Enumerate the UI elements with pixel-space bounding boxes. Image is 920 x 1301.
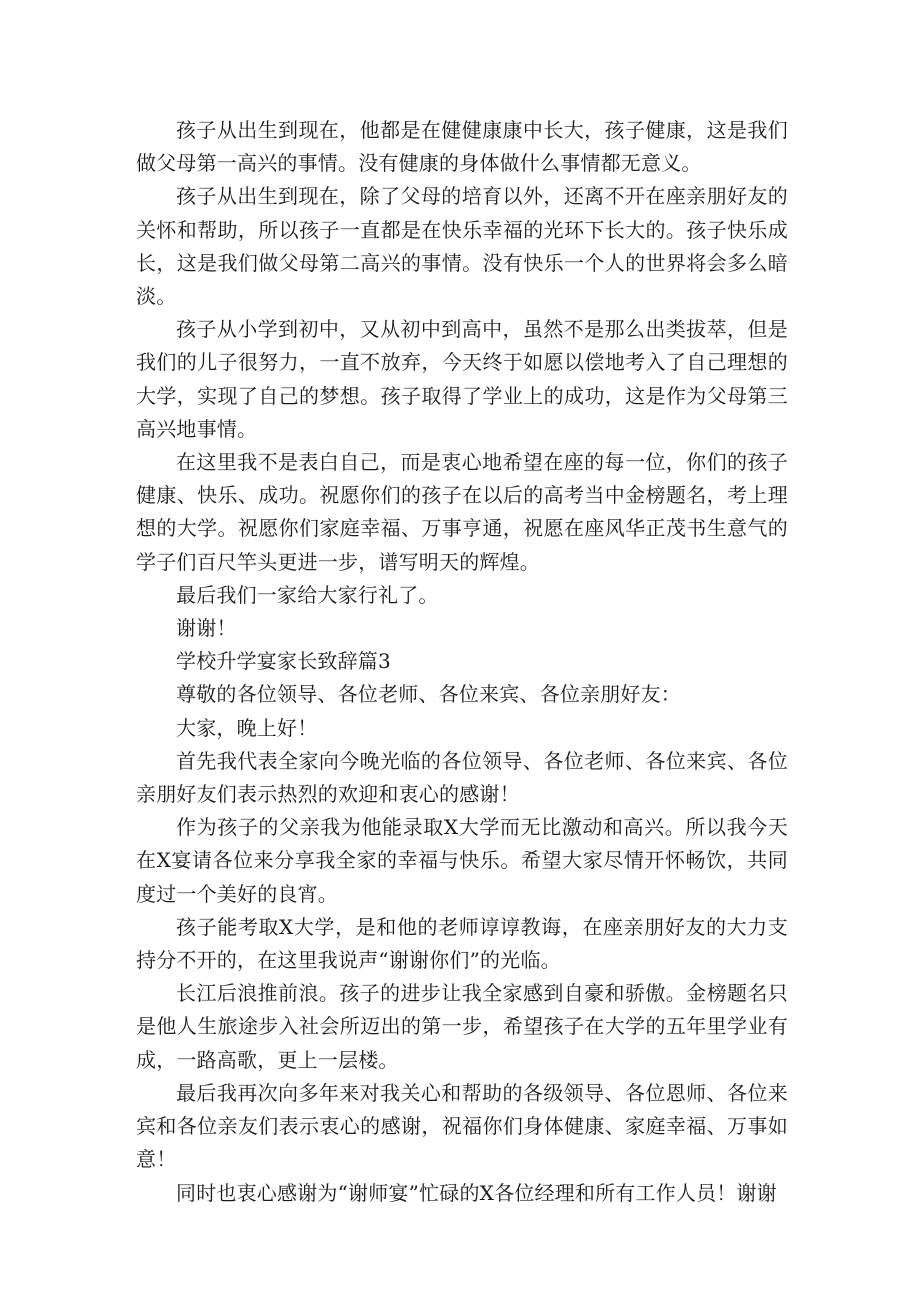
paragraph-13: 长江后浪推前浪。孩子的进步让我全家感到自豪和骄傲。金榜题名只是他人生旅途步入社会所迈出的第一步，希望孩子在大学的五年里学业有成，一路高歌，更上一层楼。 <box>136 981 788 1072</box>
paragraph-10: 首先我代表全家向今晚光临的各位领导、各位老师、各位来宾、各位亲朋好友们表示热烈的欢迎和衷心的感谢！ <box>136 748 788 807</box>
greeting: 大家，晚上好！ <box>176 715 318 740</box>
paragraph-6: 谢谢！ <box>176 616 237 641</box>
section-heading: 学校升学宴家长致辞篇3 <box>176 649 391 674</box>
paragraph-15: 同时也衷心感谢为“谢师宴”忙碌的X各位经理和所有工作人员！谢谢 <box>176 1180 777 1205</box>
paragraph-1: 孩子从出生到现在，他都是在健健康康中长大，孩子健康，这是我们做父母第一高兴的事情。没有健康的身体做什么事情都无意义。 <box>136 118 788 176</box>
document-body <box>136 114 788 1210</box>
salutation: 尊敬的各位领导、各位老师、各位来宾、各位亲朋好友： <box>176 682 681 707</box>
paragraph-2: 孩子从出生到现在，除了父母的培育以外，还离不开在座亲朋好友的关怀和帮助，所以孩子一直都是在快乐幸福的光环下长大的。孩子快乐成长，这是我们做父母第二高兴的事情。没有快乐一个人的世界将会多么暗淡。 <box>136 184 788 309</box>
paragraph-4: 在这里我不是表白自己，而是衷心地希望在座的每一位，你们的孩子健康、快乐、成功。祝愿你们的孩子在以后的高考当中金榜题名，考上理想的大学。祝愿你们家庭幸福、万事亨通，祝愿在座风华正茂书生意气的学子们百尺竿头更进一步，谱写明天的辉煌。 <box>136 450 788 574</box>
paragraph-5: 最后我们一家给大家行礼了。 <box>176 582 439 607</box>
paragraph-14: 最后我再次向多年来对我关心和帮助的各级领导、各位恩师、各位来宾和各位亲友们表示衷心的感谢，祝福你们身体健康、家庭幸福、万事如意！ <box>136 1080 788 1172</box>
paragraph-12: 孩子能考取X大学，是和他的老师谆谆教诲，在座亲朋好友的大力支持分不开的，在这里我说声“谢谢你们”的光临。 <box>136 914 788 973</box>
paragraph-11: 作为孩子的父亲我为他能录取X大学而无比激动和高兴。所以我今天在X宴请各位来分享我全家的幸福与快乐。希望大家尽情开怀畅饮，共同度过一个美好的良宵。 <box>136 815 788 906</box>
paragraph-3: 孩子从小学到初中，又从初中到高中，虽然不是那么出类拔萃，但是我们的儿子很努力，一直不放弃，今天终于如愿以偿地考入了自己理想的大学，实现了自己的梦想。孩子取得了学业上的成功，这是作为父母第三高兴地事情。 <box>136 317 788 441</box>
